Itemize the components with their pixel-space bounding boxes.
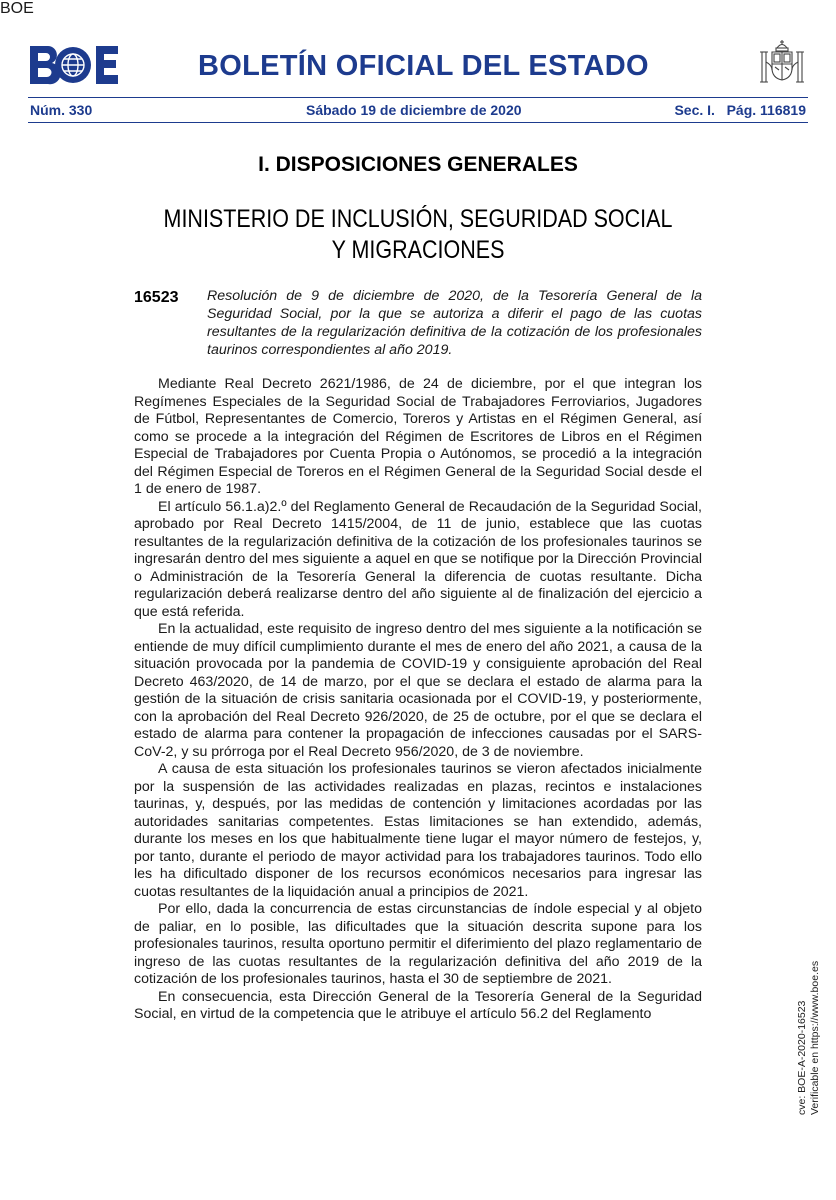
paragraph: En la actualidad, este requisito de ingreso dentro del mes siguiente a la notificación se entiende de muy difícil cumplimiento durante el mes de enero del año 2021, a causa de la situación provocada por la pandemia de COVID-19 y consiguiente aprobación del Real Decreto 463/2020, de 14 de marzo, por el que se declara el estado de alarma para la gestión de la situación de crisis sanitaria ocasionada por el COVID-19, y posteriormente, con la aprobación del Real Decreto 926/2020, de 25 de octubre, por el que se declara el estado de alarma para contener la propagación de infecciones causadas por el SARS-CoV-2, y su prórroga por el Real Decreto 956/2020, de 3 de noviembre. [134,621,702,760]
ministry-line-2: Y MIGRACIONES [331,236,505,264]
verification-link[interactable]: Verificable en https://www.boe.es [809,960,821,1115]
paragraph: Mediante Real Decreto 2621/1986, de 24 de diciembre, por el que integran los Regímenes Especiales de la Seguridad Social de Trabajadores Ferroviarios, Jugadores de Fútbol, Representantes de Comercio, Toreros y Artistas en el Régimen General, así como se procede a la integración del Régimen de Escritores de Libros en el Régimen Especial de Trabajadores por Cuenta Propia o Autónomos, se procedió a la integración del Régimen Especial de Toreros en el Régimen General de la Seguridad Social desde el 1 de enero de 1987. [134,376,702,497]
ministry-line-1: MINISTERIO DE INCLUSIÓN, SEGURIDAD SOCIAL [163,205,673,233]
issue-date: Sábado 19 de diciembre de 2020 [306,102,522,118]
ministry-heading [59,204,778,266]
paragraph: A causa de esta situación los profesionales taurinos se vieron afectados inicialmente por la suspensión de las actividades realizadas en plazas, recintos e instalaciones taurinas, y, después, por las medidas de contención y limitaciones acordadas por las autoridades sanitarias competentes. Estas limitaciones se han extendido, además, durante los meses en los que habitualmente tiene lugar el mayor número de festejos, y, por tanto, durante el periodo de mayor actividad para los trabajadores taurinos. Todo ello les ha dificultado disponer de los recursos económicos necesarios para ingresar las cuotas resultantes de la liquidación anual a principios de 2021. [134,761,702,900]
resolution-title: Resolución de 9 de diciembre de 2020, de la Tesorería General de la Seguridad Social, por la que se autoriza a diferir el pago de las cuotas resultantes de la regularización definitiva de la cotización de los profesionales taurinos correspondientes al año 2019. [207,288,702,358]
paragraph: En consecuencia, esta Dirección General de la Tesorería General de la Seguridad Social, en virtud de la competencia que le atribuye el artículo 56.2 del Reglamento [134,988,702,1022]
issue-number: Núm. 330 [30,102,93,118]
gazette-title: BOLETÍN OFICIAL DEL ESTADO [198,50,649,82]
boe-logo [28,44,120,86]
boe-logo-text: BOE [0,0,34,17]
provision-number: 16523 [134,289,179,306]
paragraph: El artículo 56.1.a)2.º del Reglamento General de Recaudación de la Seguridad Social, aprobado por Real Decreto 1415/2004, de 11 de junio, establece que las cuotas resultantes de la regularización definitiva de la cotización de los profesionales taurinos se ingresarán dentro del mes siguiente a aquel en que se notifique por la Dirección Provincial o Administración de la Tesorería General la diferencia de cuotas resultante. Dicha regularización deberá realizarse dentro del año siguiente al de finalización del ejercicio a que está referida. [134,498,702,620]
header-top-rule [28,97,808,98]
section-page: Sec. I. Pág. 116819 [674,102,806,118]
document-body [134,376,702,1024]
section-heading: I. DISPOSICIONES GENERALES [258,153,578,176]
cve-code: cve: BOE-A-2020-16523 [796,1000,808,1115]
coat-of-arms-icon [758,38,806,90]
verification-note [796,960,826,1115]
header-bottom-rule [28,122,808,123]
paragraph: Por ello, dada la concurrencia de estas circunstancias de índole especial y al objeto de paliar, en lo posible, las dificultades que la situación descrita supone para los profesionales taurinos, resulta oportuno permitir el diferimiento del plazo reglamentario de ingreso de las cuotas resultantes de la regularización definitiva del año 2019 de la cotización de los profesionales taurinos, hasta el 30 de septiembre de 2021. [134,901,702,987]
